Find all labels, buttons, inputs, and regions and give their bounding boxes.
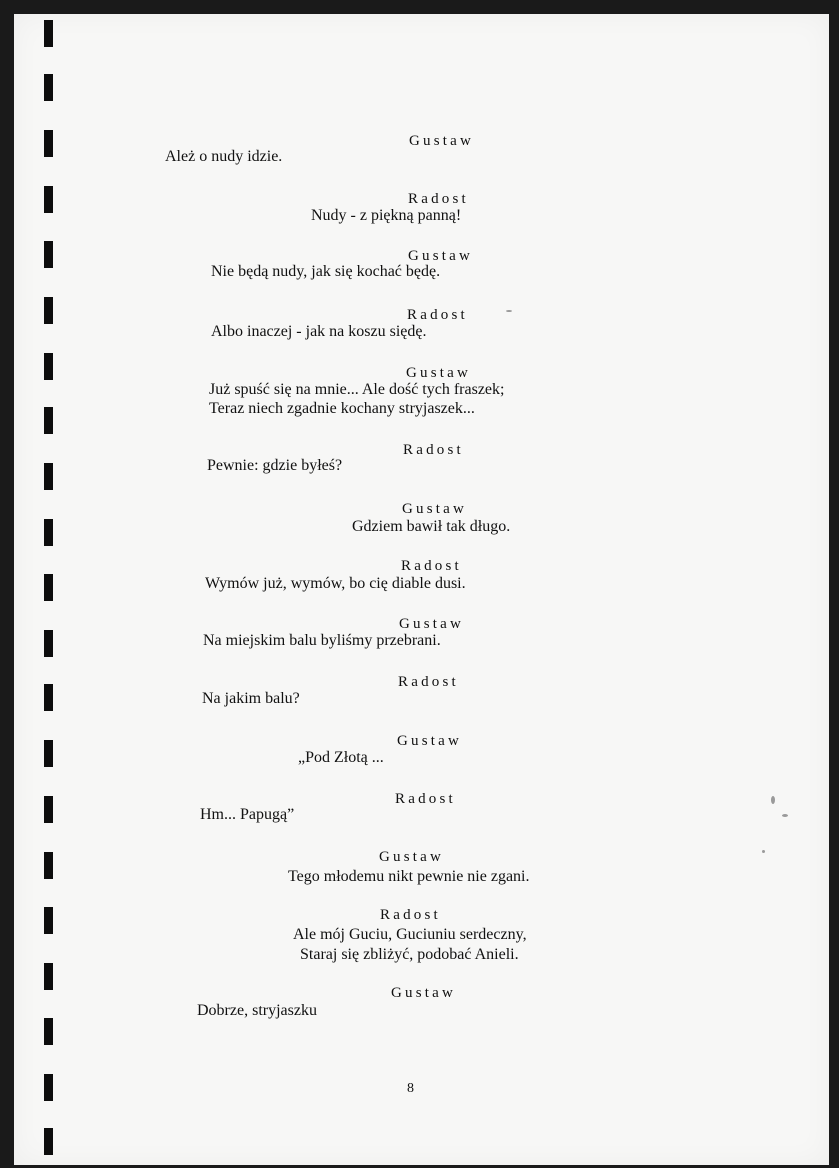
- binding-hole: [44, 463, 53, 490]
- speaker-name: Gustaw: [391, 985, 457, 1001]
- speaker-name: Radost: [401, 558, 462, 574]
- dialogue-line: Tego młodemu nikt pewnie nie zgani.: [288, 868, 530, 885]
- binding-hole: [44, 1128, 53, 1155]
- dialogue-line: Albo inaczej - jak na koszu siędę.: [211, 323, 427, 340]
- scan-speck: [762, 850, 765, 853]
- binding-hole: [44, 684, 53, 711]
- dialogue-line: Gdziem bawił tak długo.: [352, 518, 511, 535]
- speaker-name: Gustaw: [406, 365, 472, 381]
- binding-hole: [44, 241, 53, 268]
- binding-hole: [44, 186, 53, 213]
- speaker-name: Gustaw: [379, 849, 445, 865]
- binding-hole: [44, 907, 53, 934]
- dialogue-line: Już spuść się na mnie... Ale dość tych fraszek;: [209, 381, 505, 398]
- binding-hole: [44, 407, 53, 434]
- dialogue-line: Hm... Papugą”: [200, 806, 295, 823]
- speaker-name: Gustaw: [409, 133, 475, 149]
- binding-hole: [44, 796, 53, 823]
- scan-speck: [782, 814, 788, 817]
- binding-hole: [44, 297, 53, 324]
- binding-hole: [44, 353, 53, 380]
- binding-hole: [44, 519, 53, 546]
- speaker-name: Radost: [403, 442, 464, 458]
- binding-hole: [44, 74, 53, 101]
- speaker-name: Gustaw: [399, 616, 465, 632]
- binding-hole: [44, 574, 53, 601]
- binding-hole: [44, 20, 53, 47]
- dialogue-line: Nie będą nudy, jak się kochać będę.: [211, 263, 441, 280]
- dialogue-line: Wymów już, wymów, bo cię diable dusi.: [205, 575, 466, 592]
- speaker-name: Gustaw: [402, 501, 468, 517]
- document-page: [14, 14, 829, 1165]
- dialogue-line: Ale mój Guciu, Guciuniu serdeczny,: [293, 926, 527, 943]
- dialogue-line: Ależ o nudy idzie.: [165, 148, 283, 165]
- speaker-name: Gustaw: [397, 733, 463, 749]
- binding-hole: [44, 130, 53, 157]
- speaker-name: Radost: [407, 307, 468, 323]
- binding-hole: [44, 1018, 53, 1045]
- dialogue-line: Pewnie: gdzie byłeś?: [207, 457, 343, 474]
- speaker-name: Gustaw: [408, 248, 474, 264]
- binding-hole: [44, 1074, 53, 1101]
- scan-speck: [506, 310, 512, 312]
- binding-holes: [44, 14, 54, 1165]
- scan-speck: [771, 796, 775, 804]
- dialogue-line: Na miejskim balu byliśmy przebrani.: [203, 632, 441, 649]
- speaker-name: Radost: [398, 674, 459, 690]
- binding-hole: [44, 630, 53, 657]
- binding-hole: [44, 963, 53, 990]
- dialogue-line: Teraz niech zgadnie kochany stryjaszek...: [209, 400, 475, 417]
- page-number: 8: [407, 1081, 414, 1096]
- binding-hole: [44, 740, 53, 767]
- dialogue-line: Dobrze, stryjaszku: [197, 1002, 317, 1019]
- dialogue-line: „Pod Złotą ...: [298, 749, 384, 766]
- dialogue-line: Staraj się zbliżyć, podobać Anieli.: [300, 946, 519, 963]
- speaker-name: Radost: [408, 191, 469, 207]
- dialogue-line: Na jakim balu?: [202, 690, 300, 707]
- speaker-name: Radost: [395, 791, 456, 807]
- binding-hole: [44, 852, 53, 879]
- speaker-name: Radost: [380, 907, 441, 923]
- dialogue-line: Nudy - z piękną panną!: [311, 207, 462, 224]
